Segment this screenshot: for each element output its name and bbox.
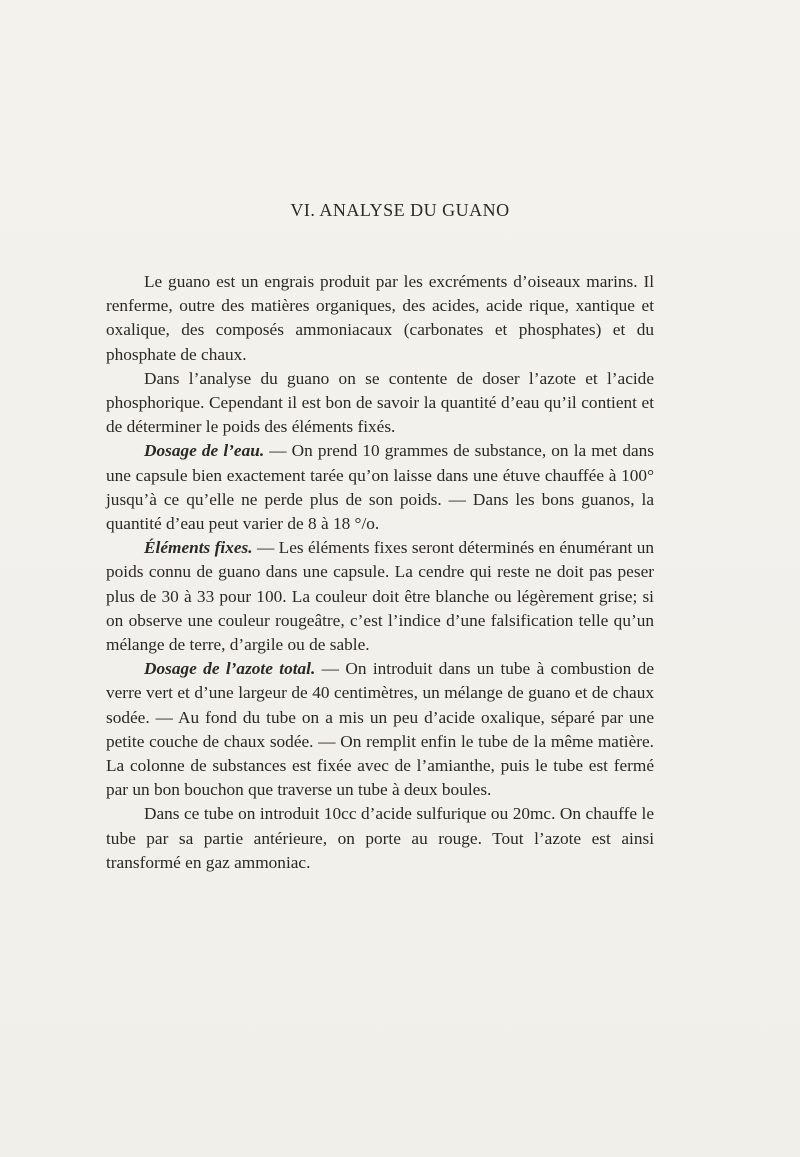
- paragraph-water: [106, 439, 654, 536]
- paragraph-analysis: [106, 367, 654, 440]
- paragraph-text: Le guano est un engrais produit par les excréments d’oiseaux marins. Il renferme, outre des matières organiques, des acides, acide rique, xantique et oxalique, des composés ammoniacaux (carbonates et phosphates) et du phosphate de chaux.: [106, 272, 654, 364]
- paragraph-fixed-elements: [106, 536, 654, 657]
- paragraph-intro: [106, 270, 654, 367]
- text-body: [106, 270, 654, 875]
- paragraph-text: Dans ce tube on introduit 10cc d’acide sulfurique ou 20mc. On chauffe le tube par sa partie antérieure, on porte au rouge. Tout l’azote est ainsi transformé en gaz ammoniac.: [106, 804, 654, 872]
- paragraph-lead: Éléments fixes.: [144, 538, 253, 558]
- paragraph-heating: [106, 802, 654, 875]
- paragraph-text: — Les éléments fixes seront déterminés en énumérant un poids connu de guano dans une capsule. La cendre qui reste ne doit pas peser plus de 30 à 33 pour 100. La couleur doit être blanche ou légèrement grise; si on observe une couleur rougeâtre, c’est l’indice d’une falsification telle qu’un mélange de terre, d’argile ou de sable.: [106, 538, 654, 655]
- paragraph-text: — On prend 10 grammes de substance, on la met dans une capsule bien exactement tarée qu’on laisse dans une étuve chauffée à 100° jusqu’à ce qu’elle ne perde plus de son poids. — Dans les bons guanos, la quantité d’eau peut varier de 8 à 18 °/o.: [106, 441, 654, 534]
- paragraph-lead: Dosage de l’azote total.: [144, 659, 316, 679]
- paragraph-nitrogen: [106, 657, 654, 802]
- chapter-title: VI. ANALYSE DU GUANO: [290, 200, 510, 220]
- paragraph-text: — On introduit dans un tube à combustion de verre vert et d’une largeur de 40 centimètres, un mélange de guano et de chaux sodée. — Au fond du tube on a mis un peu d’acide oxalique, séparé par une petite couche de chaux sodée. — On remplit enfin le tube de la même matière. La colonne de substances est fixée avec de l’amianthe, puis le tube est fermé par un bon bouchon que traverse un tube à deux boules.: [106, 659, 654, 800]
- paragraph-text: Dans l’analyse du guano on se contente de doser l’azote et l’acide phosphorique. Cependant il est bon de savoir la quantité d’eau qu’il contient et de déterminer le poids des éléments fixés.: [106, 368, 654, 437]
- paragraph-lead: Dosage de l’eau.: [144, 441, 265, 461]
